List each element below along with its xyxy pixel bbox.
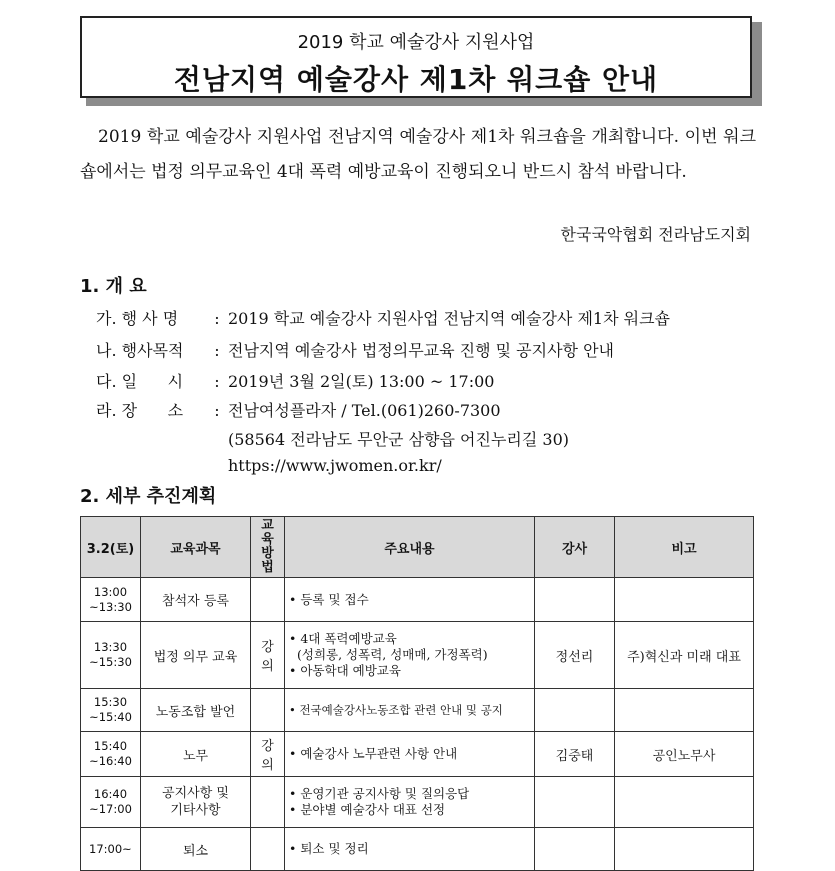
row-course: 법정 의무 교육 (141, 622, 251, 689)
row-course: 참석자 등록 (141, 578, 251, 622)
section-2-heading: 2. 세부 추진계획 (80, 486, 217, 507)
row-course: 공지사항 및 기타사항 (141, 777, 251, 828)
schedule-table (80, 516, 754, 871)
row-time: 13:30 ~15:30 (81, 622, 141, 689)
row-note (615, 578, 754, 622)
overview-item-purpose: 나. 행사목적 : 전남지역 예술강사 법정의무교육 진행 및 공지사항 안내 (96, 338, 614, 361)
table-row (81, 732, 754, 777)
row-instructor: 김중태 (535, 732, 615, 777)
row-course: 노무 (141, 732, 251, 777)
document-title: 전남지역 예술강사 제1차 워크숍 안내 (173, 63, 659, 96)
intro-paragraph (80, 120, 756, 190)
document-subtitle: 2019 학교 예술강사 지원사업 (297, 32, 535, 53)
item-value: 전남지역 예술강사 법정의무교육 진행 및 공지사항 안내 (228, 341, 615, 360)
header-content: 주요내용 (285, 517, 535, 578)
row-instructor (535, 578, 615, 622)
item-label: 나. 행사목적 (96, 341, 184, 360)
row-content: • 전국예술강사노동조합 관련 안내 및 공지 (285, 689, 535, 732)
row-course: 퇴소 (141, 828, 251, 871)
header-course: 교육과목 (141, 517, 251, 578)
header-note: 비고 (615, 517, 754, 578)
row-note (615, 828, 754, 871)
row-content: • 4대 폭력예방교육 (성희롱, 성폭력, 성매매, 가정폭력) • 아동학대 예방교육 (285, 622, 535, 689)
row-instructor (535, 689, 615, 732)
row-content: • 퇴소 및 정리 (285, 828, 535, 871)
item-value: 2019 학교 예술강사 지원사업 전남지역 예술강사 제1차 워크숍 (228, 309, 670, 328)
table-row (81, 828, 754, 871)
row-instructor (535, 777, 615, 828)
row-content: • 운영기관 공지사항 및 질의응답 • 분야별 예술강사 대표 선정 (285, 777, 535, 828)
row-time: 15:40 ~16:40 (81, 732, 141, 777)
table-header-row (81, 517, 754, 578)
row-content: • 등록 및 접수 (285, 578, 535, 622)
item-label: 다. 일 시 (96, 372, 184, 391)
overview-item-venue: 라. 장 소 : 전남여성플라자 / Tel.(061)260-7300 (96, 398, 501, 421)
row-course: 노동조합 발언 (141, 689, 251, 732)
row-time: 17:00~ (81, 828, 141, 871)
header-date: 3.2(토) (81, 517, 141, 578)
table-row (81, 777, 754, 828)
row-time: 15:30 ~15:40 (81, 689, 141, 732)
overview-item-datetime: 다. 일 시 : 2019년 3월 2일(토) 13:00 ~ 17:00 (96, 369, 494, 392)
section-1-heading: 1. 개 요 (80, 276, 147, 297)
header-instructor: 강사 (535, 517, 615, 578)
row-method (251, 578, 285, 622)
row-method (251, 777, 285, 828)
overview-item-event-name: 가. 행 사 명 : 2019 학교 예술강사 지원사업 전남지역 예술강사 제1차 워크숍 (96, 306, 670, 329)
row-instructor (535, 828, 615, 871)
header-method: 교육 방법 (251, 517, 285, 578)
intro-text: 2019 학교 예술강사 지원사업 전남지역 예술강사 제1차 워크숍을 개최합니다. 이번 워크숍에서는 법정 의무교육인 4대 폭력 예방교육이 진행되오니 반드시 참석 바랍니다. (80, 127, 756, 182)
table-row (81, 622, 754, 689)
row-note (615, 777, 754, 828)
table-row (81, 578, 754, 622)
row-instructor: 정선리 (535, 622, 615, 689)
row-note: 주)혁신과 미래 대표 (615, 622, 754, 689)
title-box (80, 16, 752, 98)
organization-name: 한국국악협회 전라남도지회 (560, 225, 751, 244)
table-row (81, 689, 754, 732)
row-method (251, 828, 285, 871)
item-value: 전남여성플라자 / Tel.(061)260-7300 (228, 401, 501, 420)
item-label: 라. 장 소 (96, 401, 184, 420)
item-value: 2019년 3월 2일(토) 13:00 ~ 17:00 (228, 372, 495, 391)
row-method (251, 689, 285, 732)
row-note: 공인노무사 (615, 732, 754, 777)
row-time: 16:40 ~17:00 (81, 777, 141, 828)
venue-url[interactable]: https://www.jwomen.or.kr/ (228, 456, 442, 475)
row-method: 강의 (251, 732, 285, 777)
item-label: 가. 행 사 명 (96, 309, 179, 328)
row-method: 강의 (251, 622, 285, 689)
row-time: 13:00 ~13:30 (81, 578, 141, 622)
row-content: • 예술강사 노무관련 사항 안내 (285, 732, 535, 777)
venue-address: (58564 전라남도 무안군 삼향읍 어진누리길 30) (228, 430, 570, 449)
row-note (615, 689, 754, 732)
